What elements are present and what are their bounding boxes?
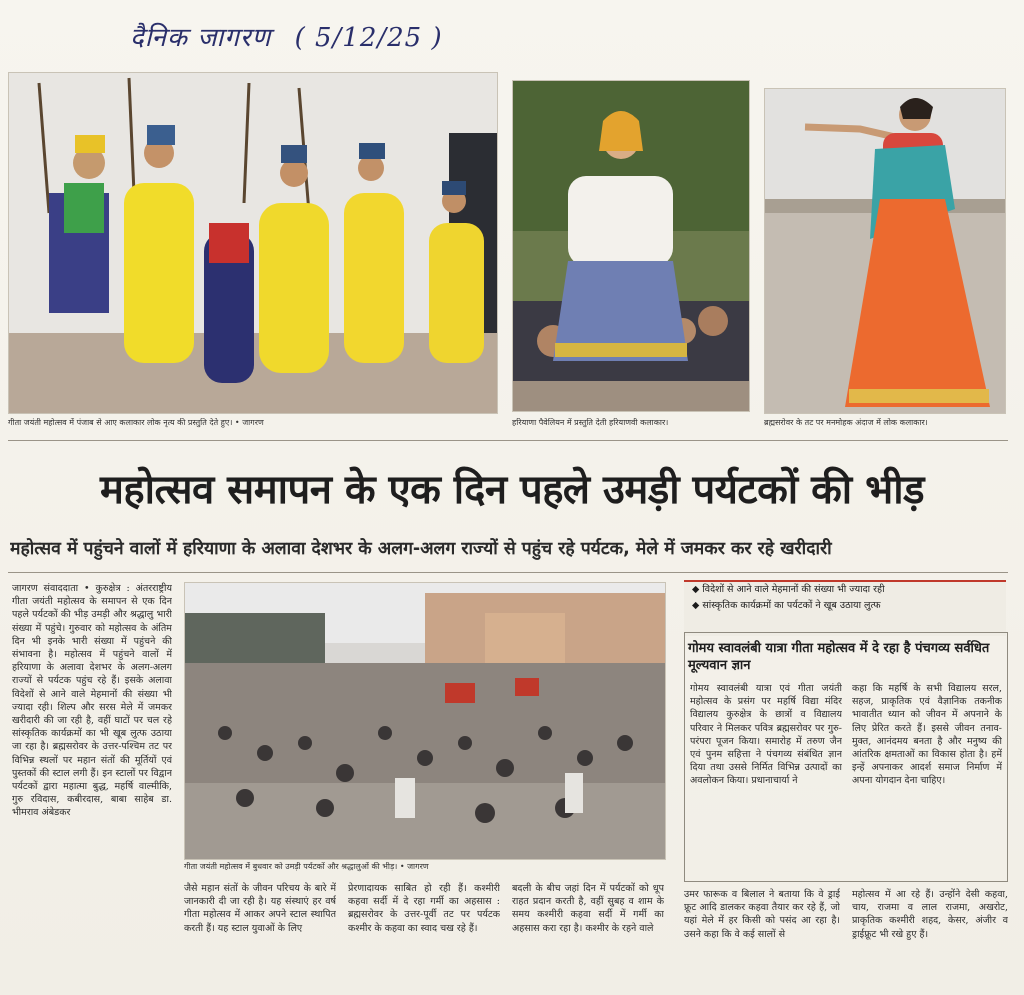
caption-crowd: गीता जयंती महोत्सव में बुधवार को उमड़ी पर्यटकों और श्रद्धालुओं की भीड़। • जागरण	[184, 862, 429, 871]
side-story-column-1: गोमय स्वावलंबी यात्रा एवं गीता जयंती महोत्सव के प्रसंग पर महर्षि विद्या मंदिर विद्यालय कुरुक्षेत्र के छात्रों व विद्यालय परिवार ने मिलकर पवित्र ब्रह्मसरोवर पर गुरु-परंपरा पूजन किया। समारोह में तरुण जैन एवं पुनम सहित्ता ने पंचगव्य संबंधित ज्ञान दिया तथा उससे निर्मित विभिन्न उत्पादों का अवलोकन किया। प्रधानाचार्या ने	[690, 683, 842, 787]
masthead-handwritten	[130, 18, 443, 54]
article-column-6: महोत्सव में आ रहे हैं। उन्होंने देसी कहवा, चाय, राजमा व लाल राजमा, अखरोट, प्राकृतिक कश्मीरी शहद, केसर, अंजीर व ड्राईफ्रूट भी रखे हुए हैं।	[852, 889, 1008, 940]
highlight-bullet-1: ◆ विदेशों से आने वाले मेहमानों की संख्या भी ज्यादा रही	[692, 584, 885, 595]
article-headline: महोत्सव समापन के एक दिन पहले उमड़ी पर्यटकों की भीड़	[100, 467, 924, 513]
divider-sub	[8, 572, 1008, 573]
clipping-date: ( 5/12/25 )	[294, 23, 443, 53]
article-column-1: जागरण संवाददाता • कुरुक्षेत्र : अंतरराष्ट्रीय गीता जयंती महोत्सव के समापन से एक दिन पहले पर्यटकों की भीड़ उमड़ी और श्रद्धालु भारी संख्या में पहुंचे। गुरुवार को महोत्सव के अंतिम दिन भी इनके भारी संख्या में पहुंचने की संभावना है। महोत्सव में पहुंचने वालों में हरियाणा के अलावा देशभर के अलग-अलग राज्यों से पर्यटक पहुंच रहे हैं। इसके अलावा विदेशों से आने वाले मेहमानों की संख्या भी ज्यादा रही। शिल्प और सरस मेले में जमकर खरीदारी की जा रही है, वहीं घाटों पर चल रहे सांस्कृतिक कार्यक्रमों का भी खूब लुत्फ उठाया जा रहा है। ब्रह्मसरोवर के उत्तर-पश्चिम तट पर विभिन्न स्थलों पर महान संतों की मूर्तियों एवं पुस्तकों की स्टाल लगी हैं। इन स्टालों पर विद्वान पर्यटकों द्वारा महात्मा बुद्ध, महर्षि वाल्मीकि, गुरु रविदास, कबीरदास, बाबा साहेब डा. भीमराव अंबेडकर	[12, 583, 172, 819]
article-column-2: जैसे महान संतों के जीवन परिचय के बारे में जानकारी दी जा रही है। यह संस्थाएं हर वर्ष गीता महोत्सव में आकर अपने स्टाल स्थापित करती हैं। यह स्टाल युवाओं के लिए	[184, 883, 336, 934]
photo-folk-dancers	[8, 72, 498, 414]
article-column-3: प्रेरणादायक साबित हो रही हैं। कश्मीरी कहवा सर्दी में दे रहा गर्मी का अहसास : ब्रह्मसरोवर के उत्तर-पूर्वी तट पर पर्यटक कश्मीर के कहवा का स्वाद चख रहे हैं।	[348, 883, 500, 934]
article-subheadline: महोत्सव में पहुंचने वालों में हरियाणा के अलावा देशभर के अलग-अलग राज्यों से पहुंच रहे पर्यटक, मेले में जमकर कर रहे खरीदारी	[10, 539, 832, 559]
highlight-bullet-2: ◆ सांस्कृतिक कार्यक्रमों का पर्यटकों ने खूब उठाया लुत्फ	[692, 600, 881, 611]
side-story-headline: गोमय स्वावलंबी यात्रा गीता महोत्सव में दे रहा है पंचगव्य सर्वधित मूल्यवान ज्ञान	[688, 641, 990, 673]
caption-sarovar-dancer: ब्रह्मसरोवर के तट पर मनमोहक अंदाज में लोक कलाकार।	[764, 418, 928, 427]
photo-crowd	[184, 582, 666, 860]
paper-name: दैनिक जागरण	[130, 23, 272, 53]
divider-top	[8, 440, 1008, 441]
caption-folk-dancers: गीता जयंती महोत्सव में पंजाब से आए कलाकार लोक नृत्य की प्रस्तुति देते हुए। • जागरण	[8, 418, 264, 427]
caption-haryanvi-artist: हरियाणा पैवेलियन में प्रस्तुति देती हरियाणवी कलाकार।	[512, 418, 669, 427]
highlight-bullets	[684, 580, 1006, 636]
photo-haryanvi-artist	[512, 80, 750, 412]
side-story-column-2: कहा कि महर्षि के सभी विद्यालय सरल, सहज, प्राकृतिक एवं वैज्ञानिक तकनीक भावातीत ध्यान को जीवन में अपनाने के लिए प्रेरित करते हैं। इससे जीवन तनाव-मुक्त, आनंदमय बनता है और मनुष्य की आंतरिक क्षमताओं का विकास होता है। हमें इन्हें अपनाकर आदर्श समाज निर्माण में अपना योगदान देना चाहिए।	[852, 683, 1002, 787]
photo-sarovar-dancer	[764, 88, 1006, 414]
article-column-5: उमर फारूक व बिलाल ने बताया कि वे ड्राई फ्रूट आदि डालकर कहवा तैयार कर रहे हैं, जो यहां मेले में हर किसी को पसंद आ रहा है। उसने कहा कि वे कई सालों से	[684, 889, 840, 940]
article-column-4: बदली के बीच जहां दिन में पर्यटकों को धूप राहत प्रदान करती है, वहीं सुबह व शाम के समय कश्मीरी कहवा सर्दी में गर्मी का अहसास करा रहा है। कश्मीर के रहने वाले	[512, 883, 664, 934]
